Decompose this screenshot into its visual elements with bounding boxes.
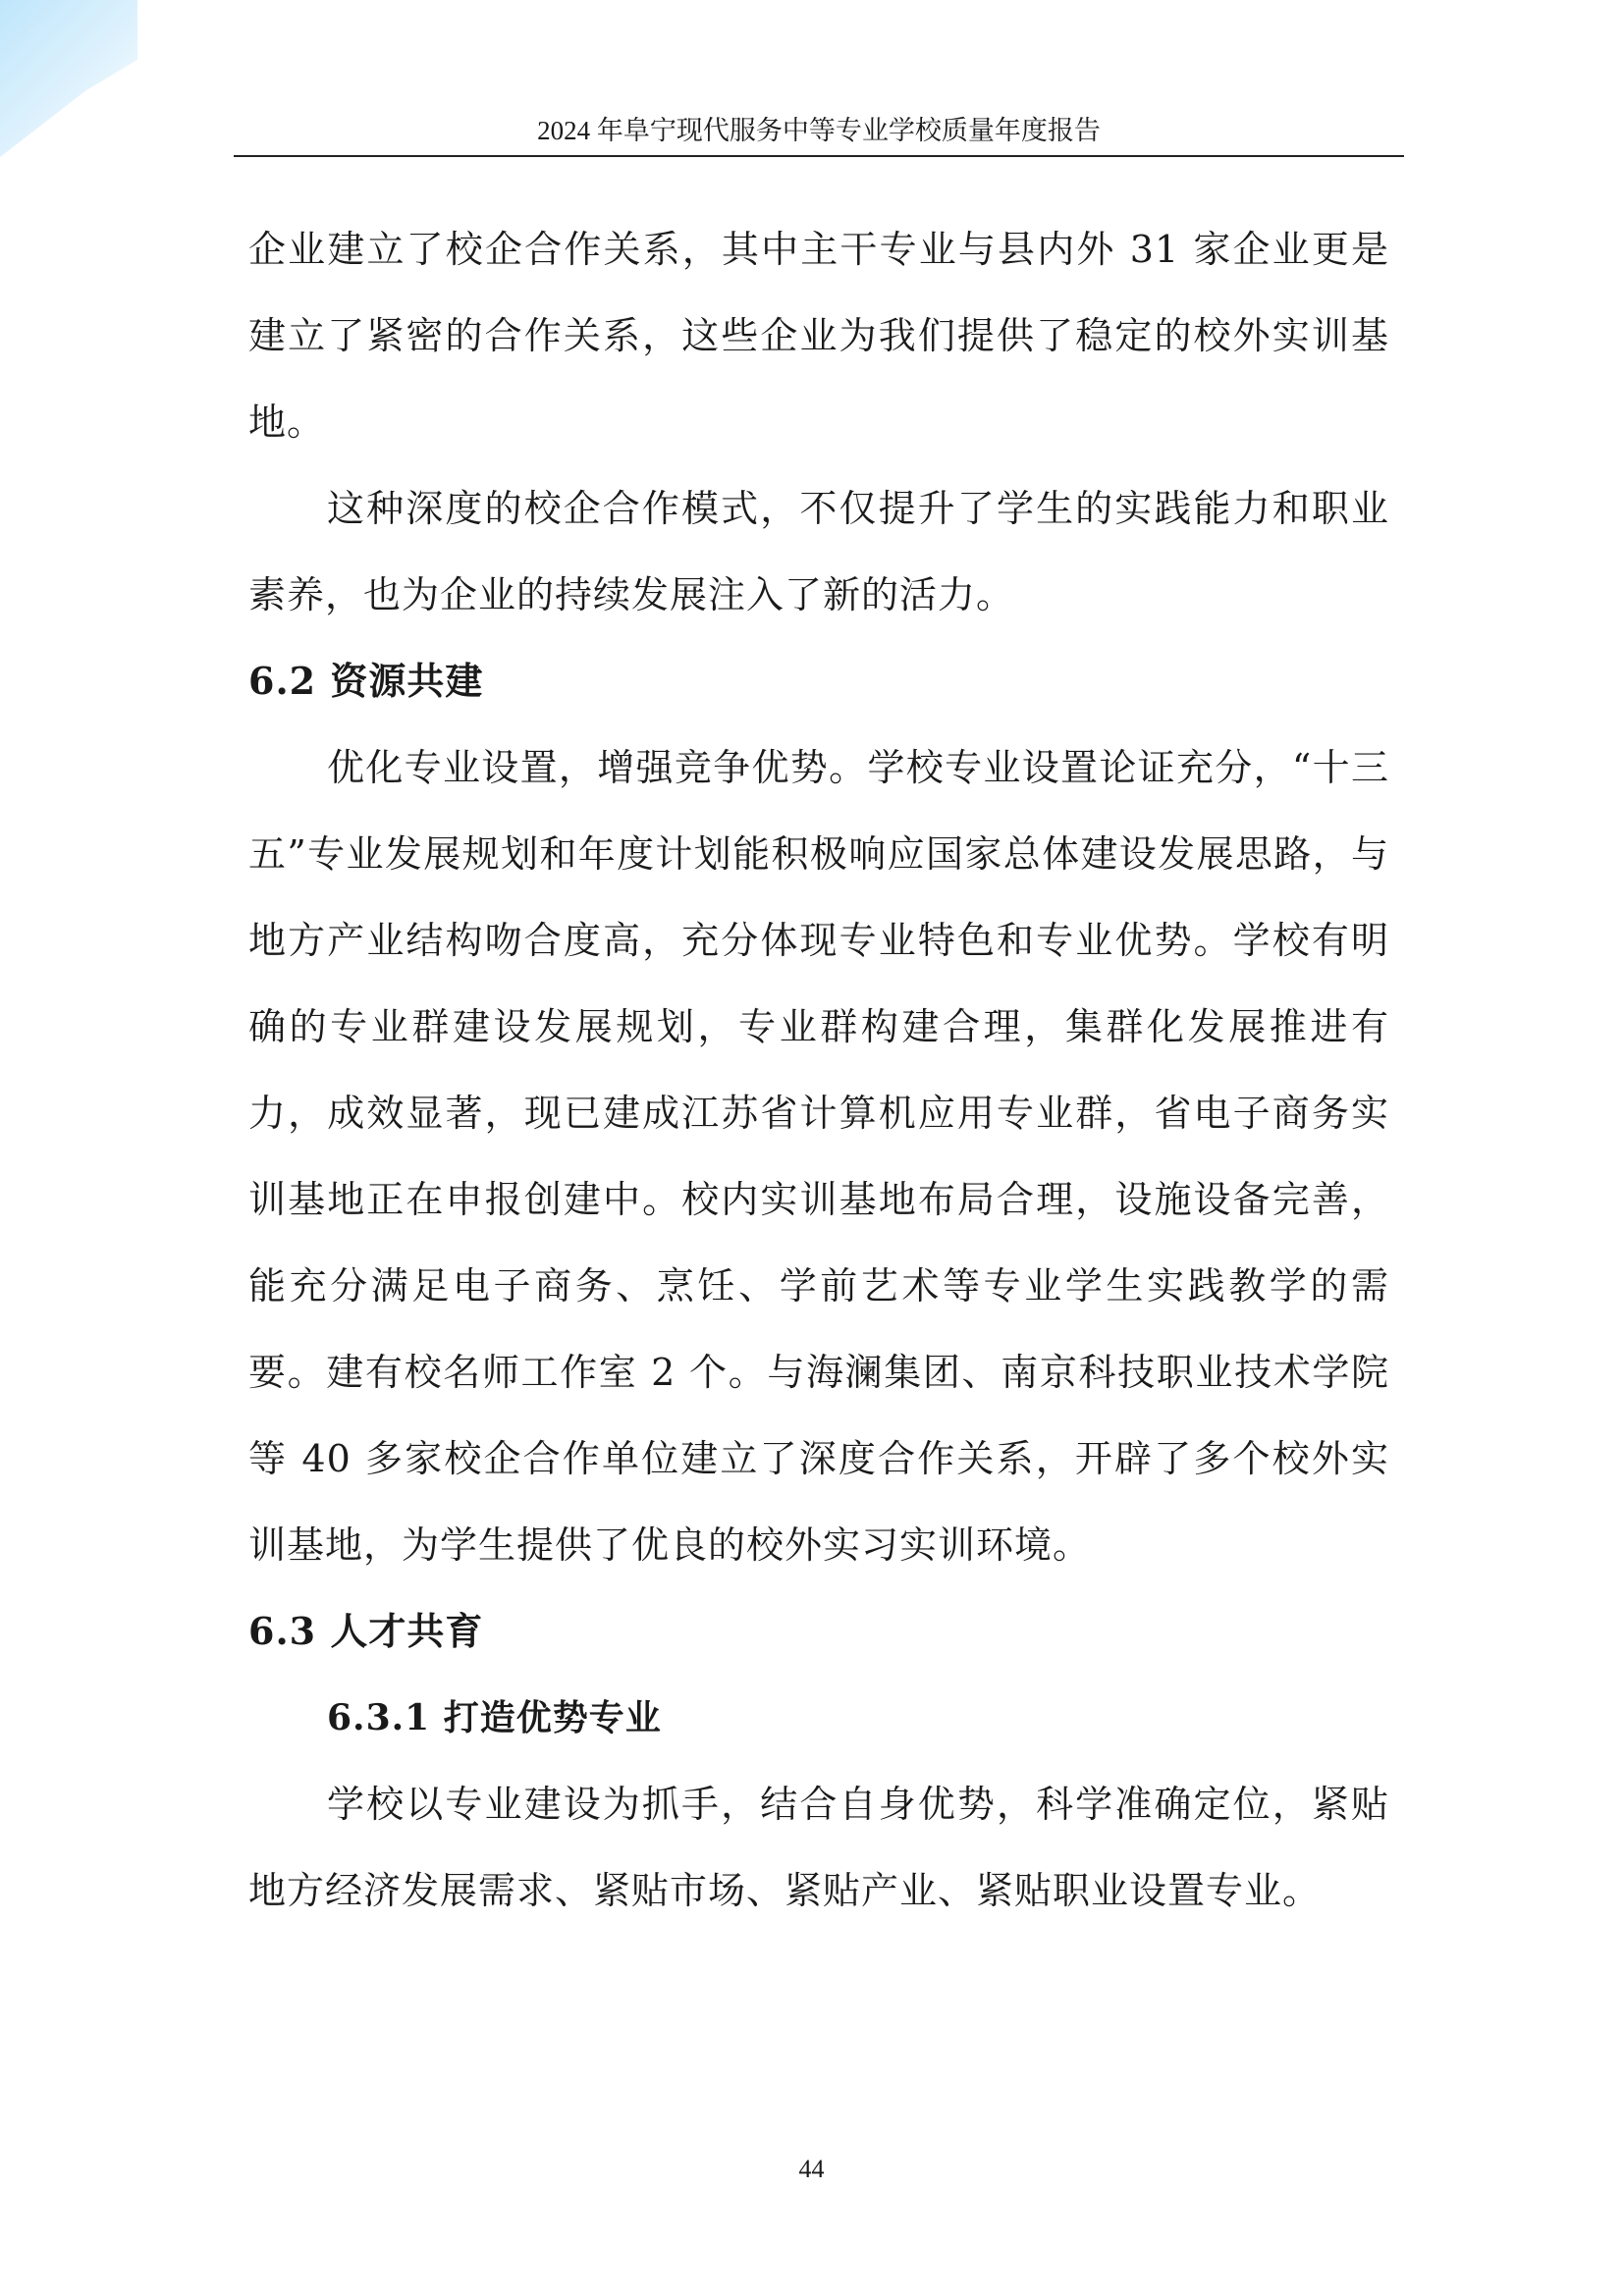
subsection-heading-advantage-majors: 6.3.1 打造优势专业 — [327, 1697, 662, 1738]
paragraph-optimize-majors: 优化专业设置，增强竞争优势。学校专业设置论证充分，“十三五”专业发展规划和年度计划能积极响应国家总体建设发展思路，与地方产业结构吻合度高，充分体现专业特色和专业优势。学校有明确的专业群建设发展规划，专业群构建合理，集群化发展推进有力，成效显著，现已建成江苏省计算机应用专业群，省电子商务实训基地正在申报创建中。校内实训基地布局合理，设施设备完善，能充分满足电子商务、烹饪、学前艺术等专业学生实践教学的需要。建有校名师工作室 2 个。与海澜集团、南京科技职业技术学院等 40 多家校企合作单位建立了深度合作关系，开辟了多个校外实训基地，为学生提供了优良的校外实习实训环境。 — [248, 746, 1389, 1567]
paragraph-cooperation-model: 这种深度的校企合作模式，不仅提升了学生的实践能力和职业素养，也为企业的持续发展注入了新的活力。 — [248, 487, 1389, 616]
page-content — [248, 206, 1389, 1934]
paragraph-major-construction: 学校以专业建设为抓手，结合自身优势，科学准确定位，紧贴地方经济发展需求、紧贴市场、紧贴产业、紧贴职业设置专业。 — [248, 1783, 1389, 1912]
section-heading-talent-cultivation: 6.3 人才共育 — [248, 1609, 484, 1653]
section-heading-resource-sharing: 6.2 资源共建 — [248, 659, 484, 703]
header-rule — [234, 155, 1404, 157]
corner-decoration — [0, 0, 137, 157]
page-number: 44 — [798, 2155, 825, 2183]
running-header: 2024 年阜宁现代服务中等专业学校质量年度报告 — [537, 116, 1101, 145]
paragraph-school-enterprise-cooperation: 企业建立了校企合作关系，其中主干专业与县内外 31 家企业更是建立了紧密的合作关系，这些企业为我们提供了稳定的校外实训基地。 — [248, 228, 1389, 444]
